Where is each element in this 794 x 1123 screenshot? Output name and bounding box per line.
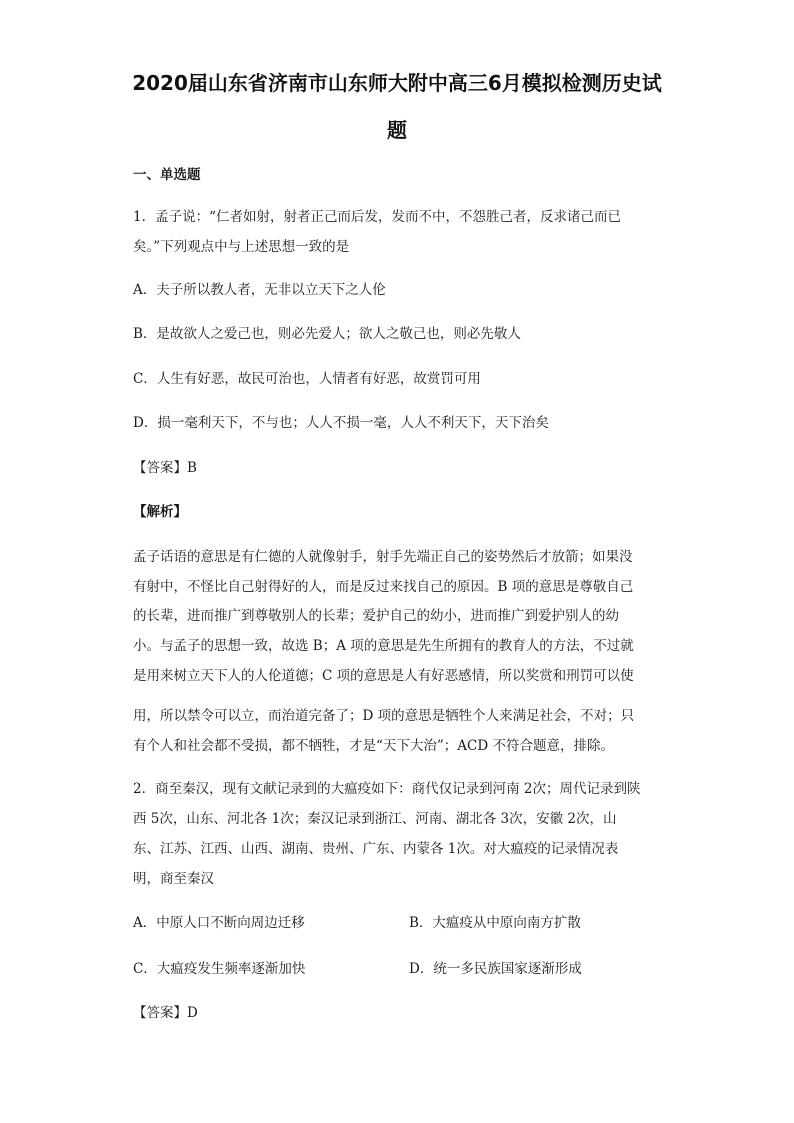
q2-option-a: A．中原人口不断向周边迁移 [133, 915, 305, 931]
q2-option-c: C．大瘟疫发生频率逐渐加快 [133, 961, 306, 977]
q2-answer: 【答案】D [133, 1005, 198, 1021]
q1-answer: 【答案】B [133, 460, 197, 476]
q2-option-d: D．统一多民族国家逐渐形成 [409, 961, 582, 977]
section-heading: 一、单选题 [133, 167, 201, 183]
q1-analysis-line: 小。与孟子的思想一致，故选 B；A 项的意思是先生所拥有的教育人的方法，不过就 [133, 638, 634, 654]
q1-option-c: C．人生有好恶，故民可治也，人情者有好恶，故赏罚可用 [133, 371, 481, 387]
document-title-line1: 2020届山东省济南市山东师大附中高三6月模拟检测历史试 [132, 71, 662, 95]
q2-stem-line: 东、江苏、江西、山西、湖南、贵州、广东、内蒙各 1次。对大瘟疫的记录情况表 [133, 841, 619, 857]
document-title-line2: 题 [387, 118, 407, 142]
q1-stem-line2: 矣。”下列观点中与上述思想一致的是 [133, 239, 350, 255]
q1-analysis-line: 用，所以禁令可以立，而治道完备了；D 项的意思是牺牲个人来满足社会，不对；只 [133, 708, 635, 724]
q1-option-a: A．夫子所以教人者，无非以立天下之人伦 [133, 282, 386, 298]
q1-analysis-line: 是用来树立天下人的人伦道德；C 项的意思是人有好恶感情，所以奖赏和刑罚可以使 [133, 668, 634, 684]
q1-analysis-line: 有射中，不怪比自己射得好的人，而是反过来找自己的原因。B 项的意思是尊敬自己 [133, 579, 634, 595]
q1-option-d: D．损一毫利天下，不与也；人人不损一毫，人人不利天下，天下治矣 [133, 415, 549, 431]
q1-analysis-label: 【解析】 [133, 504, 187, 520]
q1-analysis-line: 孟子话语的意思是有仁德的人就像射手，射手先端正自己的姿势然后才放箭；如果没 [133, 549, 633, 565]
q2-stem-line: 明，商至秦汉 [133, 871, 214, 887]
q1-analysis-line: 有个人和社会都不受损，都不牺牲，才是“天下大治”；ACD 不符合题意，排除。 [133, 738, 614, 754]
q2-option-b: B．大瘟疫从中原向南方扩散 [409, 915, 581, 931]
q1-option-b: B．是故欲人之爱己也，则必先爱人；欲人之敬己也，则必先敬人 [133, 326, 521, 342]
q1-stem-line1: 1．孟子说：“仁者如射，射者正己而后发，发而不中，不怨胜己者，反求诸己而已 [133, 209, 621, 225]
q2-stem-line: 西 5次，山东、河北各 1次；秦汉记录到浙江、河南、湖北各 3次，安徽 2次，山 [133, 811, 617, 827]
q2-stem-line: 2．商至秦汉，现有文献记录到的大瘟疫如下：商代仅记录到河南 2次；周代记录到陕 [133, 781, 641, 797]
q1-analysis-line: 的长辈，进而推广到尊敬别人的长辈；爱护自己的幼小，进而推广到爱护别人的幼 [133, 608, 619, 624]
